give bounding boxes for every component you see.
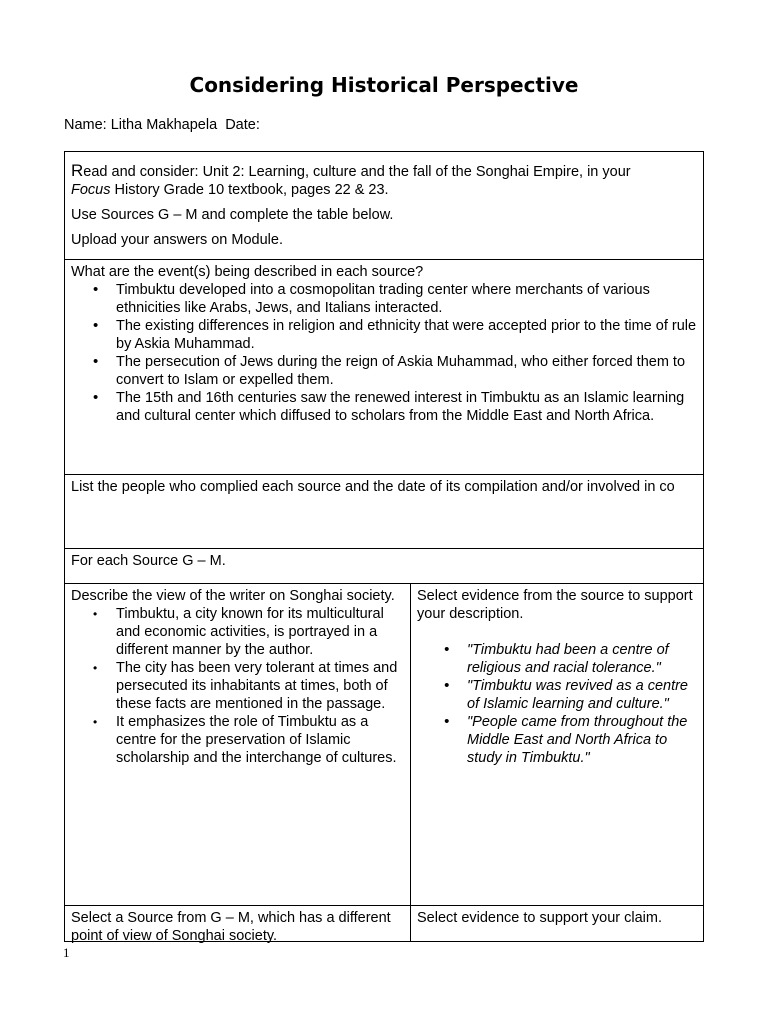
events-list: [71, 281, 697, 425]
instruction-line-2: Use Sources G – M and complete the table below.: [71, 207, 394, 223]
list-item: • "People came from throughout the Middle East and North Africa to study in Timbuktu.": [467, 713, 697, 767]
describe-prompt: Describe the view of the writer on Songhai society.: [71, 588, 395, 604]
list-item: • It emphasizes the role of Timbuktu as a centre for the preservation of Islamic scholarship and the interchange of cultures.: [116, 713, 404, 767]
list-item: • The 15th and 16th centuries saw the renewed interest in Timbuktu as an Islamic learning and cultural center which diffused to scholars from the Middle East and North Africa.: [116, 389, 697, 425]
describe-cell: [65, 584, 411, 905]
instruction-line-3: Upload your answers on Module.: [71, 232, 283, 248]
name-label: Name: Litha Makhapela: [64, 117, 218, 133]
worksheet-table: [64, 151, 704, 942]
list-item: • Timbuktu developed into a cosmopolitan trading center where merchants of various ethnicities like Arabs, Jews, and Italians interacted.: [116, 281, 697, 317]
page-title: Considering Historical Perspective: [189, 73, 579, 97]
list-item: • The existing differences in religion and ethnicity that were accepted prior to the time of rule by Askia Muhammad.: [116, 317, 697, 353]
page-number: 1: [63, 945, 70, 960]
evidence-cell: [411, 584, 703, 905]
claim-evidence-prompt: Select evidence to support your claim.: [417, 910, 663, 926]
instructions-row: [65, 152, 703, 260]
list-item: • "Timbuktu was revived as a centre of Islamic learning and culture.": [467, 677, 697, 713]
list-item: • The persecution of Jews during the reign of Askia Muhammad, who either forced them to convert to Islam or expelled them.: [116, 353, 697, 389]
evidence-list: [417, 641, 697, 767]
evidence-prompt: Select evidence from the source to support your description.: [417, 588, 693, 622]
name-date-line: [64, 116, 264, 134]
date-label: Date:: [225, 117, 260, 133]
describe-evidence-row: [65, 584, 703, 906]
describe-list: [71, 605, 404, 767]
for-each-heading: For each Source G – M.: [71, 553, 226, 569]
instruction-line-1: Read and consider: Unit 2: Learning, culture and the fall of the Songhai Empire, in your Focus History Grade 10 textbook, pages 22 & 23.: [71, 161, 631, 198]
list-item: • The city has been very tolerant at times and persecuted its inhabitants at times, both of these facts are mentioned in the passage.: [116, 659, 404, 713]
events-question: What are the event(s) being described in each source?: [71, 264, 424, 280]
people-row: [65, 475, 703, 549]
people-prompt: List the people who complied each source and the date of its compilation and/or involved in co: [71, 479, 675, 495]
list-item: • "Timbuktu had been a centre of religious and racial tolerance.": [467, 641, 697, 677]
events-row: [65, 260, 703, 475]
different-view-prompt: Select a Source from G – M, which has a different point of view of Songhai society.: [65, 906, 411, 941]
for-each-row: [65, 549, 703, 584]
list-item: • Timbuktu, a city known for its multicultural and economic activities, is portrayed in a different manner by the author.: [116, 605, 404, 659]
different-view-row: [65, 906, 703, 944]
